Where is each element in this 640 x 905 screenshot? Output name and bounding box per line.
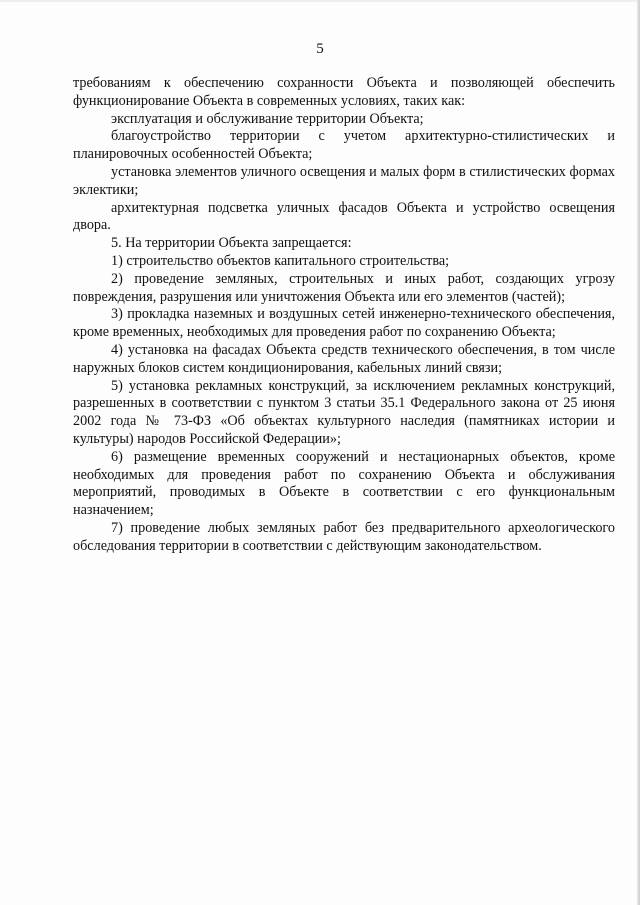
paragraph-continuation: требованиям к обеспечению сохранности Объекта и позволяющей обеспечить функционирование Объекта в современных условиях, таких как: [73,75,615,109]
paragraph-prohibition-5: 5) установка рекламных конструкций, за исключением рекламных конструкций, разрешенных в соответствии с пунктом 3 статьи 35.1 Федерального закона от 25 июня 2002 года № 73-ФЗ «Об объектах культурного наследия (памятниках истории и культуры) народов Российской Федерации»; [73,377,615,447]
paragraph-item-exploitation: эксплуатация и обслуживание территории Объекта; [111,110,424,127]
paragraph-item-landscaping: благоустройство территории с учетом архитектурно-стилистических и планировочных особенностей Объекта; [73,128,615,163]
paragraph-prohibition-7: 7) проведение любых земляных работ без предварительного археологического обследования территории в соответствии с действующим законодательством. [73,519,615,554]
paragraph-prohibition-4: 4) установка на фасадах Объекта средств технического обеспечения, в том числе наружных блоков систем кондиционирования, кабельных линий связи; [73,341,615,376]
scan-top-edge [0,0,640,2]
document-body [73,75,615,556]
paragraph-item-street-lighting: установка элементов уличного освещения и малых форм в стилистических формах эклектики; [73,163,615,198]
paragraph-prohibition-2: 2) проведение земляных, строительных и иных работ, создающих угрозу повреждения, разрушения или уничтожения Объекта или его элементов (частей); [73,270,615,305]
paragraph-prohibition-1: 1) строительство объектов капитального строительства; [111,252,450,269]
paragraph-prohibition-6: 6) размещение временных сооружений и нестационарных объектов, кроме необходимых для проведения работ по сохранению Объекта и обслуживания мероприятий, проводимых в Объекте в соответствии с его функциональным назначением; [73,448,615,519]
paragraph-prohibition-3: 3) прокладка наземных и воздушных сетей инженерно-технического обеспечения, кроме временных, необходимых для проведения работ по сохранению Объекта; [73,306,615,341]
paragraph-section-5-heading: 5. На территории Объекта запрещается: [111,235,352,252]
page-number: 5 [316,41,324,57]
paragraph-item-facade-lighting: архитектурная подсветка уличных фасадов Объекта и устройство освещения двора. [73,199,615,234]
